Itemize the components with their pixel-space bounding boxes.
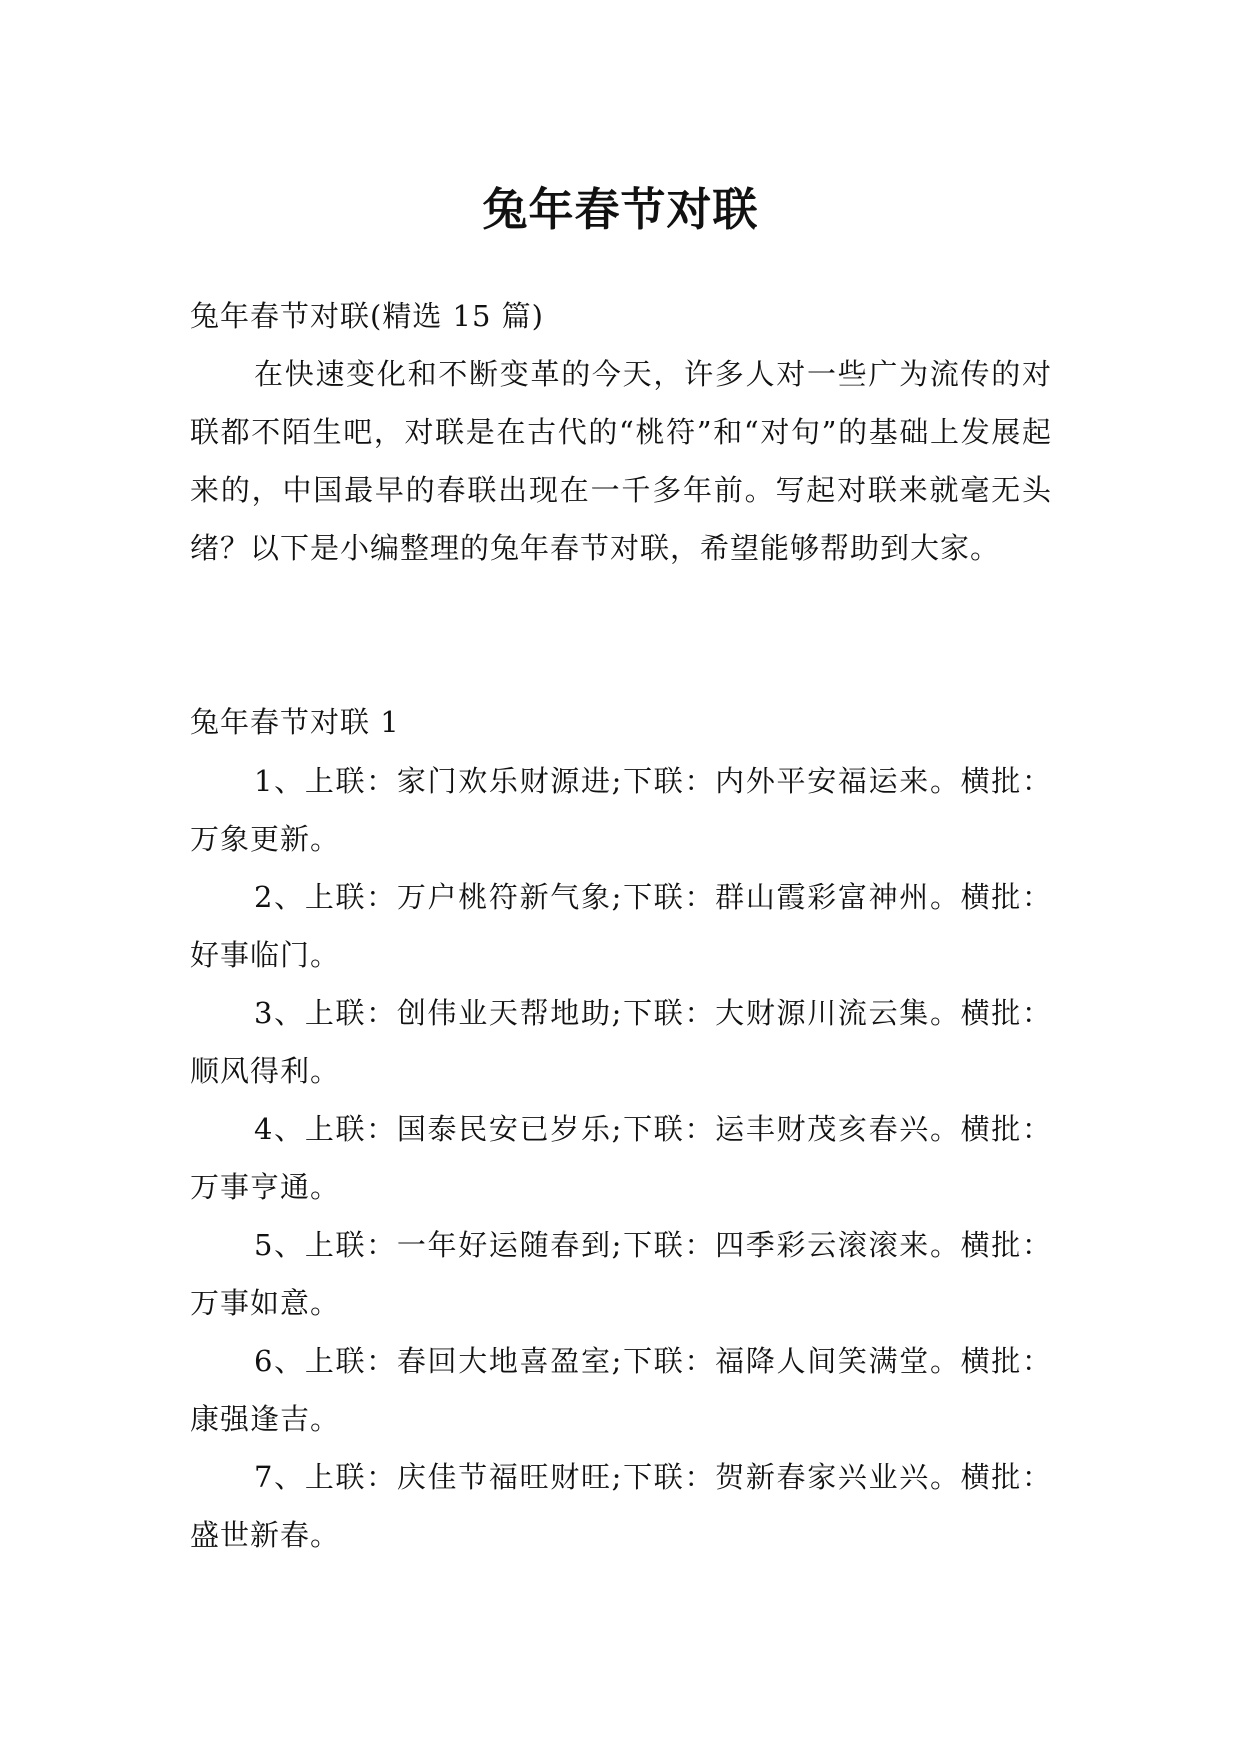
list-item: 7、上联：庆佳节福旺财旺;下联：贺新春家兴业兴。横批：盛世新春。	[190, 1460, 1052, 1552]
page-title: 兔年春节对联	[482, 183, 759, 237]
list-item: 4、上联：国泰民安已岁乐;下联：运丰财茂亥春兴。横批：万事亨通。	[190, 1112, 1052, 1204]
list-item: 1、上联：家门欢乐财源进;下联：内外平安福运来。横批：万象更新。	[190, 764, 1052, 856]
intro-paragraph: 在快速变化和不断变革的今天，许多人对一些广为流传的对联都不陌生吧，对联是在古代的“桃符”和“对句”的基础上发展起来的，中国最早的春联出现在一千多年前。写起对联来就毫无头绪？以下是小编整理的兔年春节对联，希望能够帮助到大家。	[190, 357, 1052, 565]
list-item: 2、上联：万户桃符新气象;下联：群山霞彩富神州。横批：好事临门。	[190, 880, 1052, 972]
list-item: 6、上联：春回大地喜盈室;下联：福降人间笑满堂。横批：康强逢吉。	[190, 1344, 1052, 1436]
section-heading: 兔年春节对联 1	[190, 705, 400, 739]
document-subtitle: 兔年春节对联(精选 15 篇)	[190, 299, 544, 333]
couplet-list	[190, 752, 1052, 1564]
list-item: 3、上联：创伟业天帮地助;下联：大财源川流云集。横批：顺风得利。	[190, 996, 1052, 1088]
list-item: 5、上联：一年好运随春到;下联：四季彩云滚滚来。横批：万事如意。	[190, 1228, 1052, 1320]
